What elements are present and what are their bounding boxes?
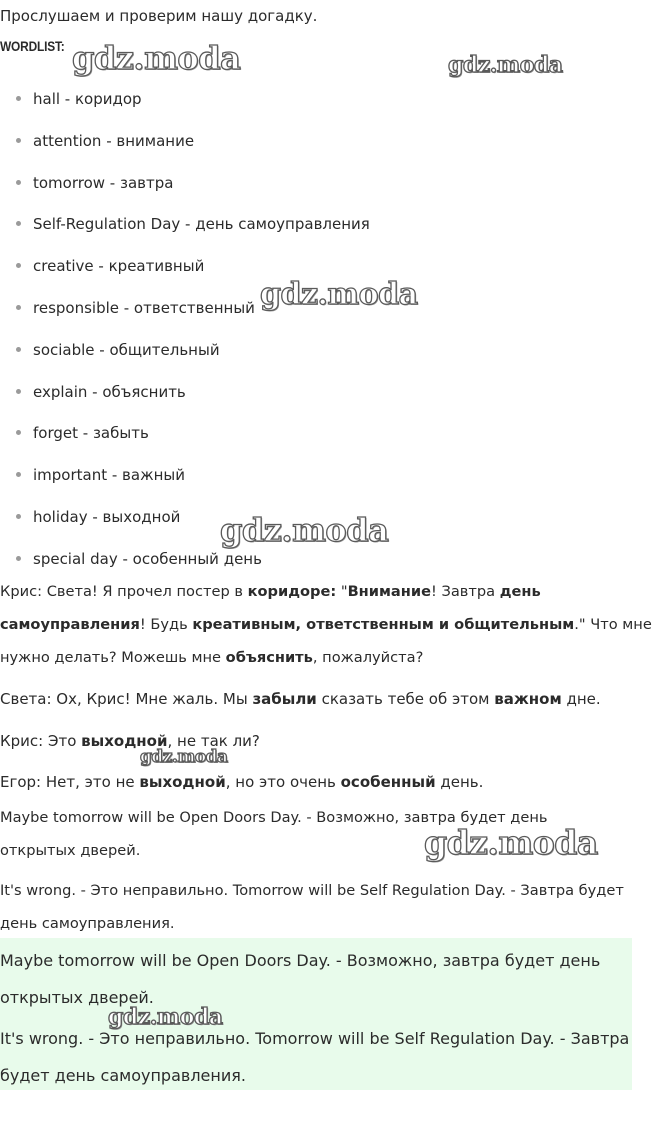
dialogue-sveta: [0, 688, 632, 710]
text-span: ! Будь: [139, 616, 193, 633]
list-item-text: explain - объяснить: [33, 382, 186, 401]
watermark-logo: gdz.moda: [72, 39, 241, 77]
watermark-logo: gdz.moda: [260, 277, 418, 312]
intro-text: Прослушаем и проверим нашу догадку.: [0, 7, 318, 25]
bullet-icon: [16, 556, 21, 561]
answer-line: Maybe tomorrow will be Open Doors Day. - Возможно, завтра будет день: [0, 809, 548, 826]
bullet-icon: [16, 430, 21, 435]
dialogue-egor: [0, 771, 632, 793]
list-item: [0, 84, 370, 126]
text-span: ": [336, 583, 348, 600]
highlighted-answer-1: [0, 942, 632, 1016]
list-item: [0, 209, 370, 251]
bold-word: самоуправления: [0, 616, 140, 633]
list-item-text: holiday - выходной: [33, 507, 181, 526]
bold-word: важном: [494, 690, 562, 708]
list-item: [0, 168, 370, 210]
text-span: день.: [435, 773, 484, 791]
bold-word: креативным, ответственным и общительным: [192, 616, 575, 633]
dialogue-line: [0, 608, 652, 641]
wordlist-heading: WORDLIST:: [0, 38, 65, 54]
list-item-text: attention - внимание: [33, 131, 195, 150]
bold-word: выходной: [139, 773, 226, 791]
answer-line: Maybe tomorrow will be Open Doors Day. - Возможно, завтра будет день: [0, 951, 601, 970]
text-span: Егор: Нет, это не: [0, 773, 140, 791]
text-span: Света: Ох, Крис! Мне жаль. Мы: [0, 690, 253, 708]
text-span: , пожалуйста?: [312, 649, 424, 666]
bold-word: особенный: [340, 773, 436, 791]
text-span: ! Завтра: [430, 583, 500, 600]
text-span: , не так ли?: [167, 732, 260, 750]
dialogue-chris-2: [0, 730, 632, 752]
bullet-icon: [16, 221, 21, 226]
answer-line: день самоуправления.: [0, 915, 175, 932]
list-item-text: sociable - общительный: [33, 340, 220, 359]
list-item-text: forget - забыть: [33, 424, 149, 443]
bold-word: коридоре:: [247, 583, 337, 600]
list-item-text: special day - особенный день: [33, 549, 262, 568]
text-span: сказать тебе об этом: [316, 690, 495, 708]
watermark-logo: gdz.moda: [448, 52, 563, 78]
watermark-logo: gdz.moda: [108, 1004, 223, 1030]
highlighted-answer-2: [0, 1020, 632, 1094]
bullet-icon: [16, 347, 21, 352]
list-item-text: Self-Regulation Day - день самоуправления: [33, 215, 370, 234]
bullet-icon: [16, 263, 21, 268]
list-item: [0, 460, 370, 502]
list-item-text: creative - креативный: [33, 257, 205, 276]
bold-word: выходной: [81, 732, 168, 750]
dialogue-line: [0, 641, 632, 674]
list-item: [0, 377, 370, 419]
text-span: ." Что мне: [574, 616, 652, 633]
text-span: нужно делать? Можешь мне: [0, 649, 226, 666]
text-span: дне.: [561, 690, 601, 708]
bullet-icon: [16, 472, 21, 477]
list-item-text: hall - коридор: [33, 90, 142, 108]
bullet-icon: [16, 96, 21, 101]
highlighted-answer-block: [0, 938, 632, 1090]
list-item: [0, 126, 370, 168]
answer-line: открытых дверей.: [0, 988, 154, 1007]
bold-word: день: [499, 583, 541, 600]
bullet-icon: [16, 180, 21, 185]
list-item-text: important - важный: [33, 466, 185, 485]
watermark-logo: gdz.moda: [140, 747, 228, 767]
answer-2: [0, 874, 632, 940]
answer-line: будет день самоуправления.: [0, 1066, 246, 1085]
list-item: [0, 418, 370, 460]
bold-word: объяснить: [225, 649, 313, 666]
bullet-icon: [16, 138, 21, 143]
bold-word: Внимание: [347, 583, 431, 600]
dialogue-line: [0, 575, 632, 608]
text-span: Крис: Света! Я прочел постер в: [0, 583, 248, 600]
list-item-text: responsible - ответственный: [33, 298, 255, 317]
bullet-icon: [16, 305, 21, 310]
dialogue-chris-1: [0, 575, 652, 674]
text-span: , но это очень: [225, 773, 341, 791]
list-item: [0, 335, 370, 377]
answer-line: It's wrong. - Это неправильно. Tomorrow will be Self Regulation Day. - Завтра будет: [0, 882, 624, 899]
list-item-text: tomorrow - завтра: [33, 173, 174, 192]
answer-line: It's wrong. - Это неправильно. Tomorrow will be Self Regulation Day. - Завтра: [0, 1029, 630, 1048]
watermark-logo: gdz.moda: [220, 511, 389, 549]
bullet-icon: [16, 514, 21, 519]
answer-line: открытых дверей.: [0, 842, 141, 859]
bold-word: забыли: [252, 690, 317, 708]
bullet-icon: [16, 389, 21, 394]
watermark-logo: gdz.moda: [424, 823, 598, 862]
text-span: Крис: Это: [0, 732, 82, 750]
